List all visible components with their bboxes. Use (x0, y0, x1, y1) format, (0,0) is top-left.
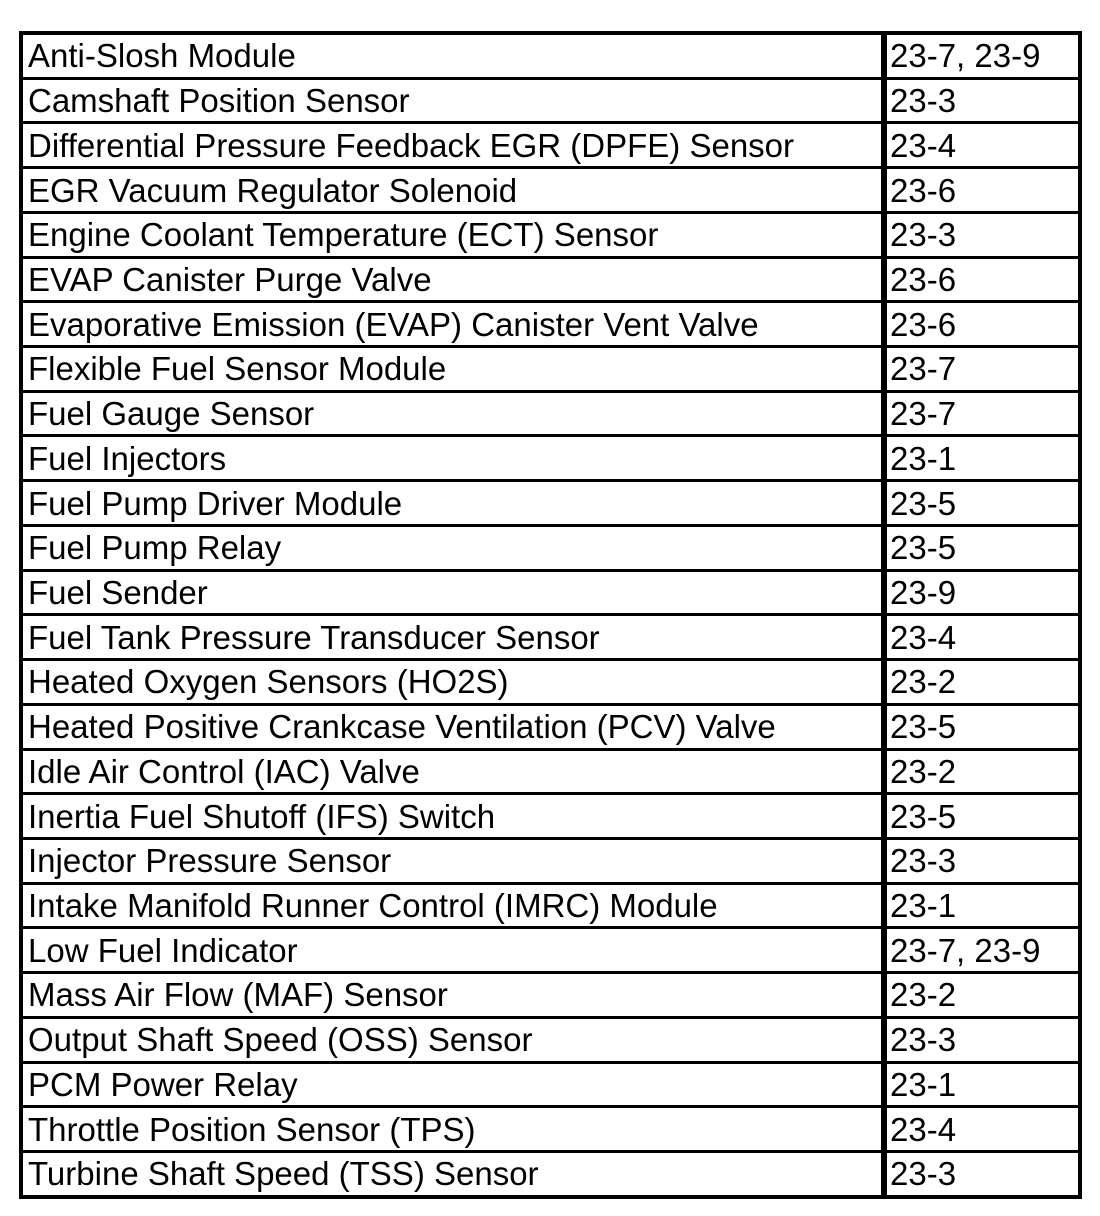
table-row (23, 794, 1078, 839)
table-row (23, 525, 1078, 570)
table-row (23, 35, 1078, 78)
table-row (23, 1062, 1078, 1107)
component-name-cell: Inertia Fuel Shutoff (IFS) Switch (23, 794, 884, 839)
table-row (23, 928, 1078, 973)
table-row (23, 212, 1078, 257)
page-reference-cell: 23-7 (884, 391, 1078, 436)
page-reference-cell: 23-2 (884, 973, 1078, 1018)
table-row (23, 838, 1078, 883)
component-name-cell: Fuel Injectors (23, 436, 884, 481)
component-name-cell: PCM Power Relay (23, 1062, 884, 1107)
table-row (23, 883, 1078, 928)
table-row (23, 660, 1078, 705)
component-name-cell: Fuel Gauge Sensor (23, 391, 884, 436)
table-row (23, 391, 1078, 436)
component-name-cell: Throttle Position Sensor (TPS) (23, 1107, 884, 1152)
component-name-cell: Anti-Slosh Module (28, 37, 296, 75)
page-reference-cell: 23-3 (884, 838, 1078, 883)
table-row (23, 257, 1078, 302)
table-row (23, 78, 1078, 123)
component-name-cell: Fuel Sender (23, 570, 884, 615)
table-row (23, 168, 1078, 213)
page-reference-cell: 23-4 (884, 615, 1078, 660)
page-reference-cell: 23-5 (884, 525, 1078, 570)
table-row (23, 302, 1078, 347)
component-name-cell: Injector Pressure Sensor (23, 838, 884, 883)
page-reference-cell: 23-1 (884, 1062, 1078, 1107)
page-reference-cell: 23-2 (884, 749, 1078, 794)
component-name-cell: Evaporative Emission (EVAP) Canister Vent Valve (23, 302, 884, 347)
page-reference-cell: 23-9 (884, 570, 1078, 615)
component-name-cell: Flexible Fuel Sensor Module (23, 347, 884, 392)
table-row (23, 436, 1078, 481)
component-name-cell: Heated Positive Crankcase Ventilation (PCV) Valve (23, 704, 884, 749)
page-reference-cell: 23-6 (884, 302, 1078, 347)
table-row (23, 1107, 1078, 1152)
component-name-cell: EGR Vacuum Regulator Solenoid (23, 168, 884, 213)
table-row (23, 1151, 1078, 1195)
component-name-cell: Output Shaft Speed (OSS) Sensor (23, 1017, 884, 1062)
page-reference-cell: 23-6 (884, 257, 1078, 302)
component-name-cell: Camshaft Position Sensor (23, 78, 884, 123)
page-reference-cell: 23-3 (884, 78, 1078, 123)
component-name-cell: Mass Air Flow (MAF) Sensor (23, 973, 884, 1018)
table-row (23, 123, 1078, 168)
component-name-cell: Fuel Tank Pressure Transducer Sensor (23, 615, 884, 660)
page-reference-cell: 23-7, 23-9 (884, 928, 1078, 973)
page-reference-cell: 23-6 (884, 168, 1078, 213)
page-reference-cell: 23-2 (884, 660, 1078, 705)
component-name-cell: Idle Air Control (IAC) Valve (23, 749, 884, 794)
page-reference-cell: 23-3 (884, 1151, 1078, 1195)
page-reference-cell: 23-5 (884, 704, 1078, 749)
table-row (23, 1017, 1078, 1062)
component-name-cell: Fuel Pump Relay (23, 525, 884, 570)
table-row (23, 704, 1078, 749)
page-reference-cell: 23-1 (884, 883, 1078, 928)
table-row (23, 749, 1078, 794)
page-reference-cell: 23-1 (884, 436, 1078, 481)
component-name-cell: Fuel Pump Driver Module (23, 481, 884, 526)
page-reference-cell: 23-7 (884, 347, 1078, 392)
table-row (23, 615, 1078, 660)
page-reference-cell: 23-3 (884, 212, 1078, 257)
page-reference-cell: 23-7, 23-9 (884, 35, 1078, 78)
component-name-cell: Heated Oxygen Sensors (HO2S) (23, 660, 884, 705)
page-reference-cell: 23-5 (884, 481, 1078, 526)
table-row (23, 347, 1078, 392)
component-name-cell: Intake Manifold Runner Control (IMRC) Module (23, 883, 884, 928)
table-row (23, 481, 1078, 526)
table-body (23, 35, 1078, 1195)
page-reference-cell: 23-3 (884, 1017, 1078, 1062)
page-reference-cell: 23-4 (884, 123, 1078, 168)
table-row (23, 570, 1078, 615)
page-reference-cell: 23-5 (884, 794, 1078, 839)
component-name-cell: Differential Pressure Feedback EGR (DPFE) Sensor (23, 123, 884, 168)
component-name-cell: Engine Coolant Temperature (ECT) Sensor (23, 212, 884, 257)
component-name-cell: Low Fuel Indicator (23, 928, 884, 973)
table-row (23, 973, 1078, 1018)
component-index-table (23, 35, 1078, 1195)
component-index-table-frame (19, 31, 1082, 1199)
page-reference-cell: 23-4 (884, 1107, 1078, 1152)
component-name-cell: Turbine Shaft Speed (TSS) Sensor (23, 1151, 884, 1195)
component-name-cell: EVAP Canister Purge Valve (23, 257, 884, 302)
